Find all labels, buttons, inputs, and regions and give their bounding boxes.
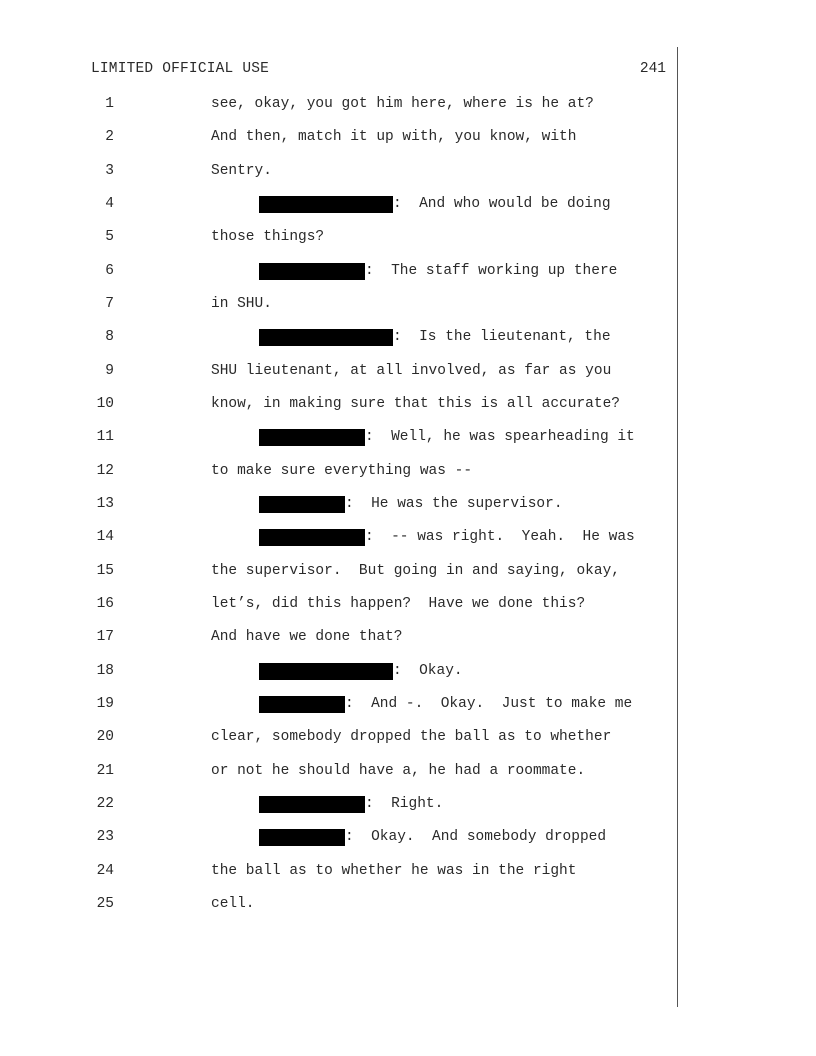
line-text: in SHU.: [211, 296, 272, 312]
line-number: 1: [105, 96, 114, 112]
line-text: : Right.: [365, 796, 444, 812]
redacted-speaker-name: [259, 263, 365, 280]
redacted-speaker-name: [259, 663, 393, 680]
line-number: 10: [96, 396, 114, 412]
transcript-line: [0, 861, 676, 881]
right-margin-rule: [677, 47, 678, 1007]
line-number: 24: [96, 863, 114, 879]
line-number: 9: [105, 363, 114, 379]
line-text: : And -. Okay. Just to make me: [345, 696, 633, 712]
line-number: 23: [96, 829, 114, 845]
transcript-line: [0, 627, 676, 647]
line-number: 5: [105, 229, 114, 245]
line-number: 21: [96, 763, 114, 779]
line-text: : -- was right. Yeah. He was: [365, 529, 635, 545]
transcript-line: [0, 527, 676, 547]
speaker-line: [259, 194, 611, 214]
classification-header: LIMITED OFFICIAL USE: [91, 61, 270, 77]
line-text: the ball as to whether he was in the right: [211, 863, 577, 879]
speaker-line: [259, 661, 463, 681]
speaker-line: [259, 694, 632, 714]
line-number: 3: [105, 163, 114, 179]
line-text: let’s, did this happen? Have we done this?: [211, 596, 586, 612]
transcript-line: [0, 794, 676, 814]
line-text: those things?: [211, 229, 325, 245]
line-number: 14: [96, 529, 114, 545]
speaker-line: [259, 427, 635, 447]
transcript-line: [0, 361, 676, 381]
redacted-speaker-name: [259, 529, 365, 546]
line-text: : Well, he was spearheading it: [365, 429, 635, 445]
line-text: the supervisor. But going in and saying, okay,: [211, 563, 620, 579]
transcript-line: [0, 394, 676, 414]
redacted-speaker-name: [259, 196, 393, 213]
line-text: : The staff working up there: [365, 263, 618, 279]
line-number: 25: [96, 896, 114, 912]
page-number: 241: [639, 61, 666, 77]
redacted-speaker-name: [259, 329, 393, 346]
transcript-line: [0, 594, 676, 614]
line-text: : And who would be doing: [393, 196, 611, 212]
redacted-speaker-name: [259, 496, 345, 513]
redacted-speaker-name: [259, 429, 365, 446]
speaker-line: [259, 527, 635, 547]
line-text: know, in making sure that this is all accurate?: [211, 396, 620, 412]
transcript-line: [0, 227, 676, 247]
transcript-line: [0, 161, 676, 181]
transcript-line: [0, 327, 676, 347]
transcript-line: [0, 294, 676, 314]
redacted-speaker-name: [259, 829, 345, 846]
line-number: 11: [96, 429, 114, 445]
transcript-line: [0, 494, 676, 514]
line-text: And have we done that?: [211, 629, 403, 645]
redacted-speaker-name: [259, 796, 365, 813]
line-number: 16: [96, 596, 114, 612]
line-text: or not he should have a, he had a roommate.: [211, 763, 586, 779]
line-text: to make sure everything was --: [211, 463, 473, 479]
transcript-line: [0, 261, 676, 281]
speaker-line: [259, 327, 611, 347]
transcript-line: [0, 894, 676, 914]
line-number: 6: [105, 263, 114, 279]
line-text: SHU lieutenant, at all involved, as far as you: [211, 363, 612, 379]
transcript-line: [0, 127, 676, 147]
line-text: Sentry.: [211, 163, 272, 179]
line-text: see, okay, you got him here, where is he at?: [211, 96, 594, 112]
speaker-line: [259, 494, 563, 514]
speaker-line: [259, 261, 617, 281]
transcript-line: [0, 561, 676, 581]
transcript-line: [0, 694, 676, 714]
line-number: 12: [96, 463, 114, 479]
line-number: 22: [96, 796, 114, 812]
line-number: 18: [96, 663, 114, 679]
line-number: 2: [105, 129, 114, 145]
line-number: 13: [96, 496, 114, 512]
line-text: : He was the supervisor.: [345, 496, 563, 512]
transcript-line: [0, 194, 676, 214]
transcript-line: [0, 761, 676, 781]
transcript-line: [0, 661, 676, 681]
redacted-speaker-name: [259, 696, 345, 713]
line-number: 15: [96, 563, 114, 579]
line-text: : Okay.: [393, 663, 463, 679]
line-text: cell.: [211, 896, 255, 912]
speaker-line: [259, 827, 606, 847]
line-number: 17: [96, 629, 114, 645]
speaker-line: [259, 794, 443, 814]
transcript-line: [0, 727, 676, 747]
transcript-line: [0, 827, 676, 847]
line-text: : Is the lieutenant, the: [393, 329, 611, 345]
line-text: And then, match it up with, you know, with: [211, 129, 577, 145]
line-number: 4: [105, 196, 114, 212]
line-text: clear, somebody dropped the ball as to whether: [211, 729, 612, 745]
line-number: 19: [96, 696, 114, 712]
line-number: 20: [96, 729, 114, 745]
transcript-line: [0, 461, 676, 481]
line-text: : Okay. And somebody dropped: [345, 829, 607, 845]
transcript-line: [0, 427, 676, 447]
transcript-line: [0, 94, 676, 114]
line-number: 7: [105, 296, 114, 312]
line-number: 8: [105, 329, 114, 345]
